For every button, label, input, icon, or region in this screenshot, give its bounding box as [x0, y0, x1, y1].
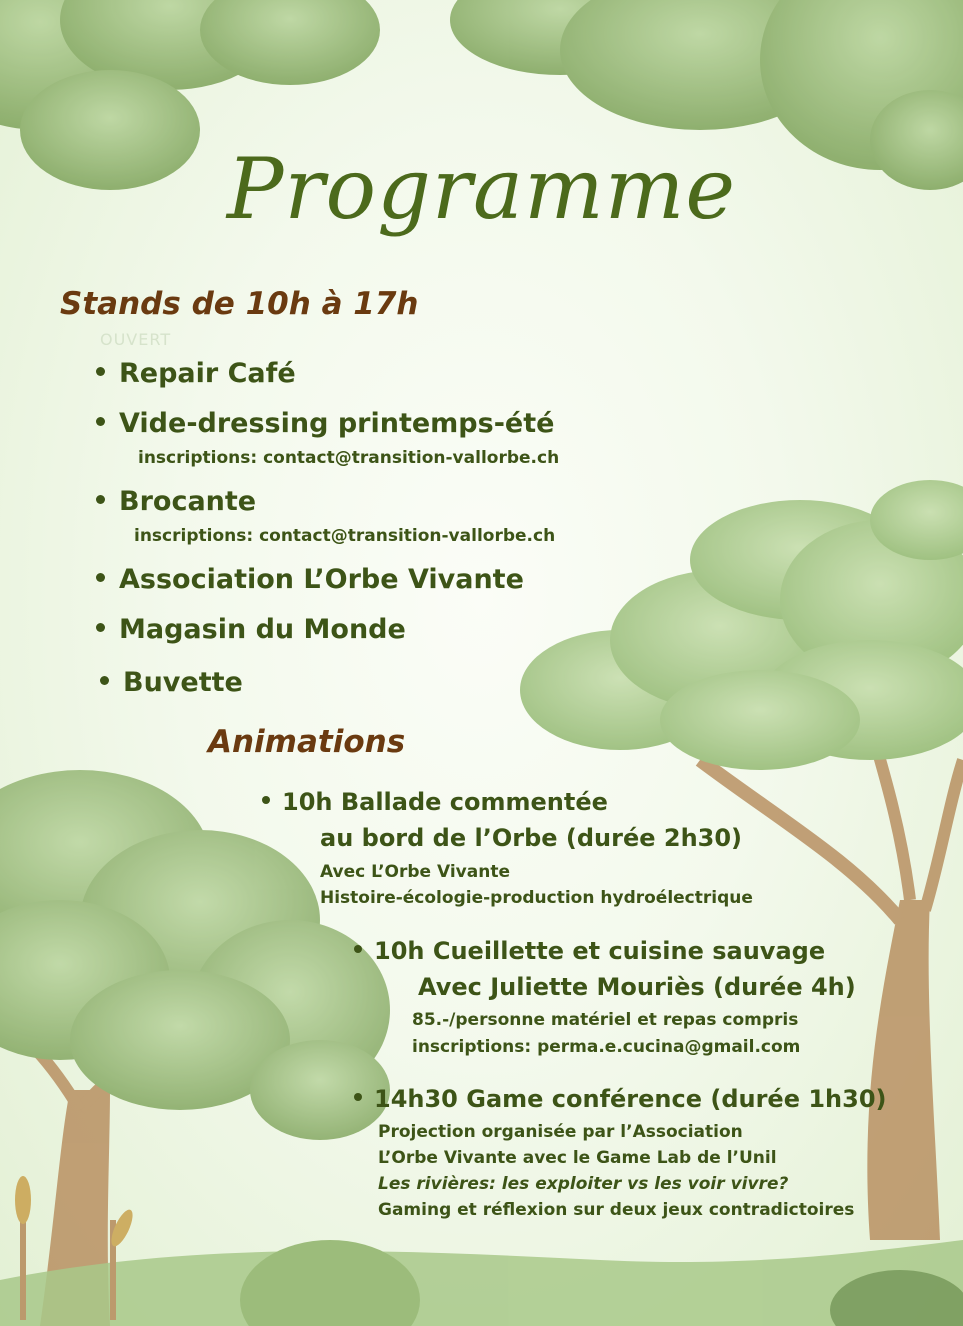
stands-heading: Stands de 10h à 17h [60, 286, 419, 322]
bullet-icon [354, 945, 362, 953]
bullet-icon [262, 796, 270, 804]
stand-note-vide-dressing: inscriptions: contact@transition-vallorbe.ch [138, 448, 560, 468]
bullet-icon [96, 623, 105, 632]
animation-ballade-detail: Avec L’Orbe Vivante [320, 862, 510, 882]
bullet-icon [96, 495, 105, 504]
stand-item-repair-cafe: Repair Café [96, 358, 296, 389]
animation-cueillette-detail: inscriptions: perma.e.cucina@gmail.com [412, 1037, 801, 1057]
stand-item-orbe-vivante: Association L’Orbe Vivante [96, 564, 524, 595]
animation-game-conference-detail: Projection organisée par l’Association [378, 1122, 743, 1142]
animation-cueillette-detail: 85.-/personne matériel et repas compris [412, 1010, 799, 1030]
animation-cueillette-subtitle: Avec Juliette Mouriès (durée 4h) [418, 973, 856, 1001]
stand-item-buvette: Buvette [100, 667, 243, 698]
stand-note-brocante: inscriptions: contact@transition-vallorbe.ch [134, 526, 556, 546]
film-title: Les rivières [378, 1174, 490, 1194]
animation-game-conference-detail: Gaming et réflexion sur deux jeux contradictoires [378, 1200, 855, 1220]
animation-cueillette-title: 10h Cueillette et cuisine sauvage [354, 937, 825, 965]
bullet-icon [96, 417, 105, 426]
watermark: OUVERT [100, 330, 172, 349]
bullet-icon [354, 1093, 362, 1101]
animation-game-conference-question: Les rivières: les exploiter vs les voir vivre? [378, 1174, 789, 1194]
animation-ballade-detail: Histoire-écologie-production hydroélectrique [320, 888, 753, 908]
bullet-icon [96, 367, 105, 376]
animation-ballade-subtitle: au bord de l’Orbe (durée 2h30) [320, 824, 743, 852]
animation-game-conference-detail: L’Orbe Vivante avec le Game Lab de l’Unil [378, 1148, 777, 1168]
animations-heading: Animations [208, 724, 406, 760]
stand-item-magasin-du-monde: Magasin du Monde [96, 614, 406, 645]
stand-item-brocante: Brocante [96, 486, 256, 517]
page-title: Programme [226, 140, 737, 238]
bullet-icon [96, 573, 105, 582]
stand-item-vide-dressing: Vide-dressing printemps-été [96, 408, 554, 439]
animation-ballade-title: 10h Ballade commentée [262, 788, 608, 816]
bullet-icon [100, 676, 109, 685]
animation-game-conference-title: 14h30 Game conférence (durée 1h30) [354, 1085, 886, 1113]
